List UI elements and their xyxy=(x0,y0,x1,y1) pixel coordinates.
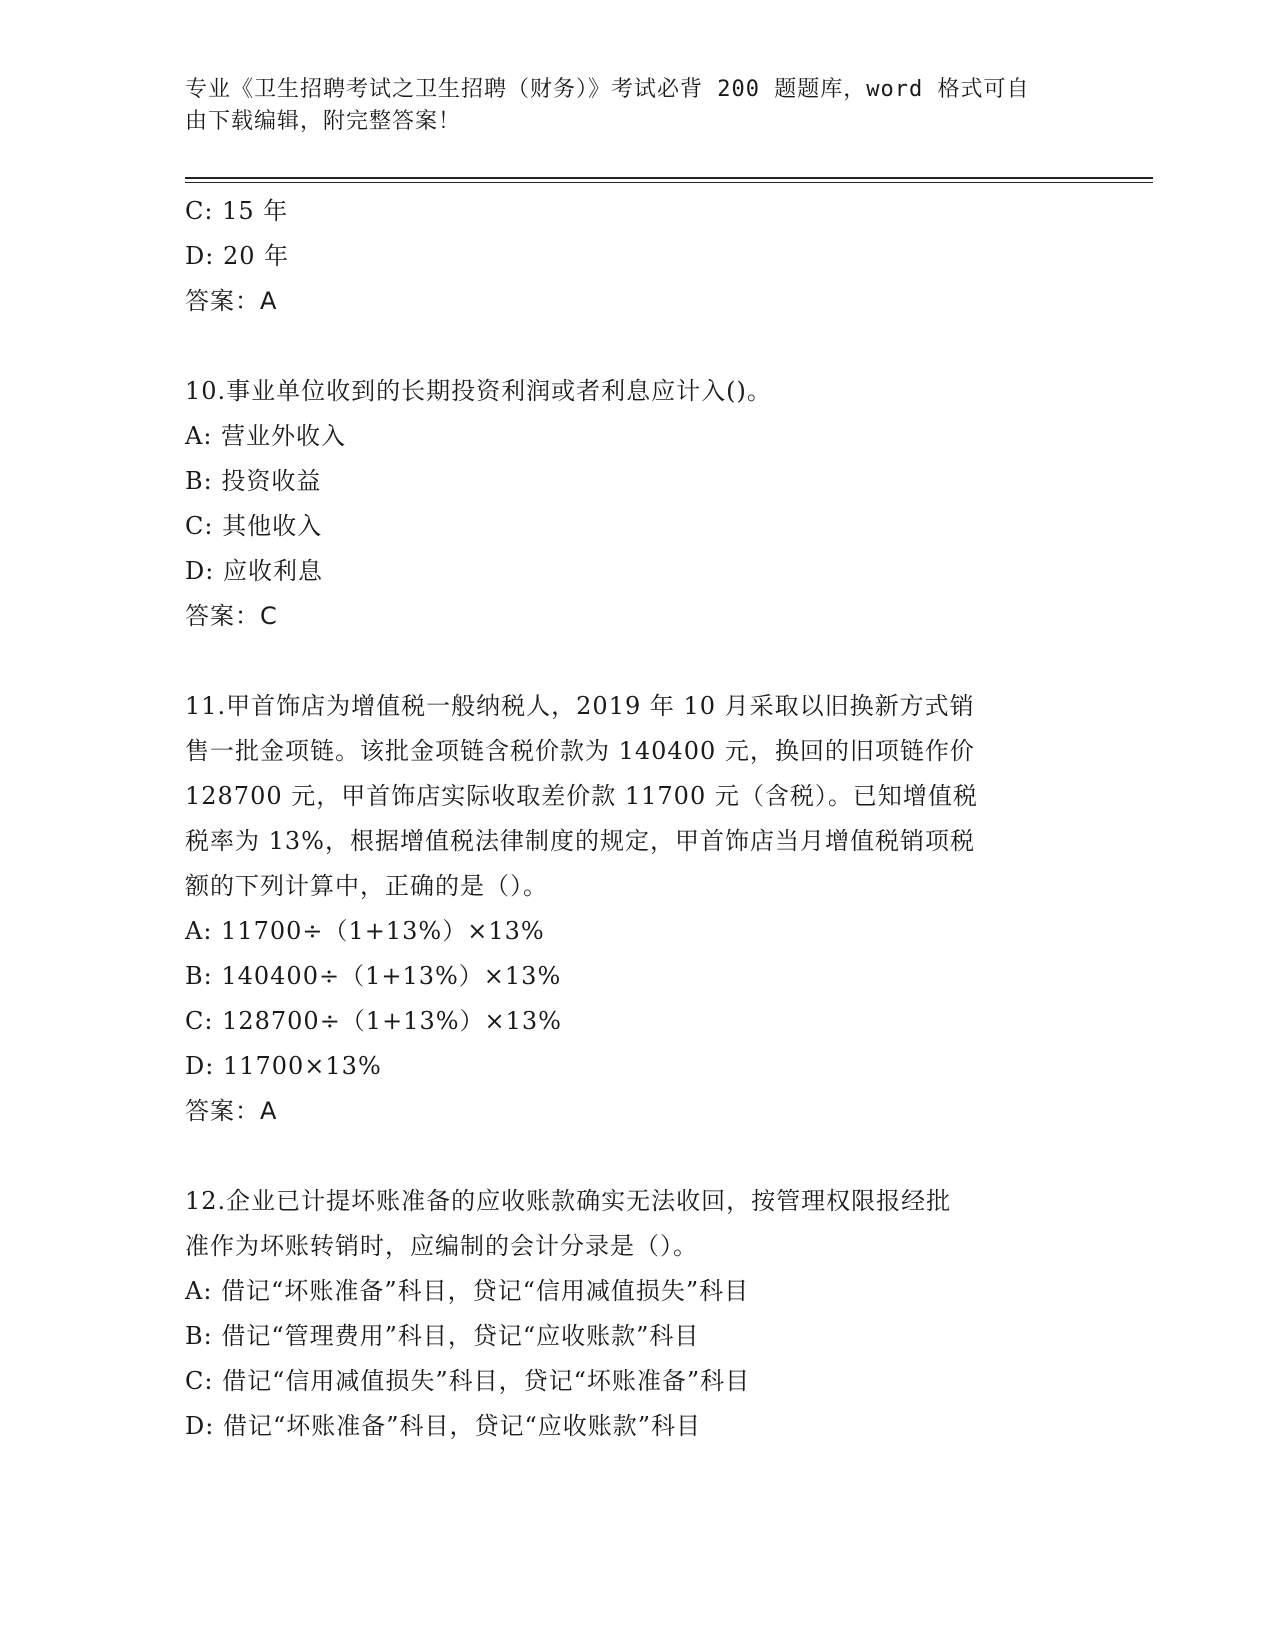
question-10 xyxy=(185,369,1085,639)
option-b: B: 投资收益 xyxy=(185,467,322,495)
option-d: D: 20 年 xyxy=(185,242,290,270)
spacer xyxy=(185,639,1085,684)
option-c: C: 借记“信用减值损失”科目，贷记“坏账准备”科目 xyxy=(185,1367,751,1395)
spacer xyxy=(185,1134,1085,1179)
question-11 xyxy=(185,684,1085,1134)
option-d: D: 借记“坏账准备”科目，贷记“应收账款”科目 xyxy=(185,1412,702,1440)
question-list xyxy=(185,189,1085,1449)
header-divider-thin xyxy=(185,182,1153,183)
question-stem: 10.事业单位收到的长期投资利润或者利息应计入()。 xyxy=(185,377,772,405)
question-stem-line: 准作为坏账转销时，应编制的会计分录是（）。 xyxy=(185,1232,698,1260)
question-9-tail xyxy=(185,189,1085,324)
spacer xyxy=(185,324,1085,369)
option-a: A: 营业外收入 xyxy=(185,422,347,450)
option-d: D: 11700×13% xyxy=(185,1052,382,1080)
document-header xyxy=(185,74,1065,138)
header-divider-thick xyxy=(185,177,1153,179)
question-stem-line: 128700 元，甲首饰店实际收取差价款 11700 元（含税）。已知增值税 xyxy=(185,782,978,810)
question-stem-line: 售一批金项链。该批金项链含税价款为 140400 元，换回的旧项链作价 xyxy=(185,737,975,765)
answer-label: 答案：A xyxy=(185,1097,278,1125)
answer-label: 答案：C xyxy=(185,602,278,630)
option-c: C: 15 年 xyxy=(185,197,289,225)
option-a: A: 借记“坏账准备”科目，贷记“信用减值损失”科目 xyxy=(185,1277,750,1305)
header-intro-line-1: 专业《卫生招聘考试之卫生招聘（财务）》考试必背 200 题题库，word 格式可自 xyxy=(185,77,1030,102)
answer-label: 答案：A xyxy=(185,287,278,315)
option-b: B: 140400÷（1+13%）×13% xyxy=(185,962,562,990)
question-stem-line: 税率为 13%，根据增值税法律制度的规定，甲首饰店当月增值税销项税 xyxy=(185,827,975,855)
question-stem-line: 额的下列计算中，正确的是（）。 xyxy=(185,872,548,900)
question-stem-line: 11.甲首饰店为增值税一般纳税人，2019 年 10 月采取以旧换新方式销 xyxy=(185,692,975,720)
option-b: B: 借记“管理费用”科目，贷记“应收账款”科目 xyxy=(185,1322,700,1350)
option-a: A: 11700÷（1+13%）×13% xyxy=(185,917,545,945)
question-12 xyxy=(185,1179,1085,1449)
option-d: D: 应收利息 xyxy=(185,557,323,585)
header-intro-line-2: 由下载编辑，附完整答案！ xyxy=(185,109,462,134)
option-c: C: 其他收入 xyxy=(185,512,323,540)
option-c: C: 128700÷（1+13%）×13% xyxy=(185,1007,562,1035)
question-stem-line: 12.企业已计提坏账准备的应收账款确实无法收回，按管理权限报经批 xyxy=(185,1187,952,1215)
